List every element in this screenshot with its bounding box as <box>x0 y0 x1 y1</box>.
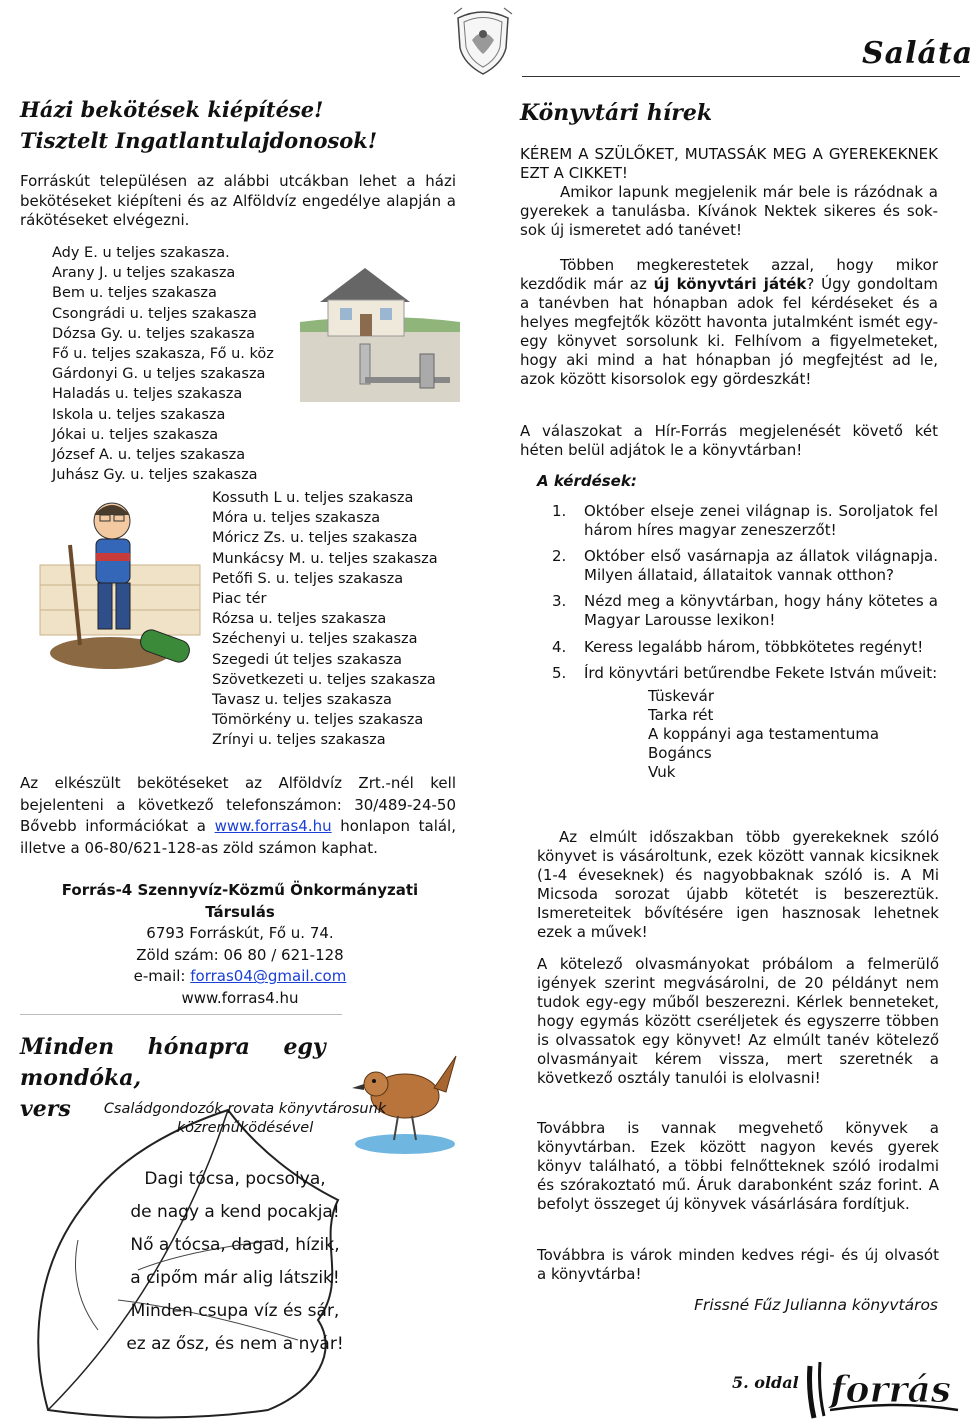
question-item <box>548 592 938 629</box>
website: www.forras4.hu <box>181 988 299 1007</box>
street-item: Haladás u. teljes szakasza <box>52 386 243 403</box>
street-item: József A. u. teljes szakasza <box>52 447 246 464</box>
contact-block <box>40 880 440 1010</box>
rhyme-line: ez az ősz, és nem a nyár! <box>126 1334 344 1354</box>
street-item: Iskola u. teljes szakasza <box>52 406 226 423</box>
header-rule <box>522 76 960 77</box>
street-item: Arany J. u teljes szakasza <box>52 265 236 282</box>
street-item: Petőfi S. u. teljes szakasza <box>212 570 404 587</box>
notice-text: Bővebb információkat a <box>20 817 215 835</box>
game-name: új könyvtári játék <box>653 275 807 293</box>
organization-name: Társulás <box>205 902 275 921</box>
street-item: Szegedi út teljes szakasza <box>212 651 403 668</box>
library-paragraph: Továbbra is vannak megvehető könyvek a könyvtárban. Ezek között nagyon kevés gyerek könyv található, a többi felnőtteknek szóló irodalmi és szórakoztató mű. Áruk darabonként száz forint. A befolyt összeget új könyvek vásárlására fordítjuk. <box>537 1119 939 1213</box>
logo-text: forrás <box>830 1369 952 1411</box>
question-number: 4. <box>552 637 567 656</box>
street-item: Tömörkény u. teljes szakasza <box>212 712 424 729</box>
street-item: Széchenyi u. teljes szakasza <box>212 631 418 648</box>
section-title: Saláta <box>862 36 973 71</box>
paragraph-text: Többen megkerestetek azzal, hogy mikor kezdődik már az <box>520 256 938 293</box>
email-line <box>40 966 440 988</box>
librarian-signature: Frissné Fűz Julianna könyvtáros <box>694 1296 938 1314</box>
street-item: Móricz Zs. u. teljes szakasza <box>212 530 418 547</box>
question-number: 1. <box>552 502 567 520</box>
rhyme-title-line: vers <box>20 1096 71 1122</box>
library-paragraph: Az elmúlt időszakban több gyerekeknek szóló könyvet is vásároltunk, ezek között vannak kicsiknek (1-4 éveseknek) és nagyobbaknak szóló is. A Mi Micsoda sorozat újabb kötetét is beszereztük. Ismereteitek bővítésére igen hasznosak lehetnek ezek a művek! <box>537 828 939 941</box>
library-paragraph: Továbbra is várok minden kedves régi- és új olvasót a könyvtárba! <box>537 1246 939 1283</box>
divider <box>20 1014 342 1015</box>
book-list <box>648 687 938 782</box>
street-item: Juhász Gy. u. teljes szakasza <box>52 467 258 484</box>
book-title: Tüskevár <box>648 686 715 705</box>
question-number: 3. <box>552 592 567 611</box>
paragraph-text: ? Úgy gondoltam a tanévben hat hónapban adok fel kérdéseket és a helyes megfejtők között havonta jutalmként ismét egy-egy könyvet sorsolunk ki. Felhívom a figyelmeteket, hogy aki mind a hat hónapban jó megfejtést ad le, azok között kisorsolok egy gördeszkát! <box>520 275 938 388</box>
street-item: Piac tér <box>212 591 267 608</box>
question-text: Írd könyvtári betűrendbe Fekete István műveit: <box>584 664 938 683</box>
parents-notice: KÉREM A SZÜLŐKET, MUTASSÁK MEG A GYEREKEKNEK EZT A CIKKET! <box>520 145 938 182</box>
question-item <box>548 664 938 782</box>
boy-digging-illustration <box>40 485 200 685</box>
rhyme-line: Minden csupa víz és sár, <box>130 1301 340 1321</box>
notice-text: honlapon talál, illetve a 06-80/621-128-as zöld számon kaphat. <box>20 817 456 857</box>
street-item: Móra u. teljes szakasza <box>212 510 381 527</box>
rhyme-line: Nő a tócsa, dagad, hízik, <box>130 1235 340 1255</box>
rhyme-text <box>110 1163 360 1361</box>
article-intro: Forráskút településen az alábbi utcákban lehet a házi bekötéseket kiépíteni és az Alföldvíz engedélye alapján a rákötéseket elvégezni. <box>20 172 456 229</box>
page-number: 5. oldal <box>732 1373 799 1392</box>
book-title: A koppányi aga testamentuma <box>648 724 880 743</box>
email-label: e-mail: <box>133 967 191 986</box>
library-paragraph <box>520 145 938 240</box>
library-paragraph: A válaszokat a Hír-Forrás megjelenését követő két héten belül adjátok le a könyvtárban! <box>520 422 938 459</box>
rhyme-title-line: Minden hónapra egy mondóka, <box>20 1034 326 1091</box>
street-item: Tavasz u. teljes szakasza <box>212 692 392 709</box>
rhyme-subtitle: Családgondozók rovata könyvtárosunk közreműködésével <box>103 1101 387 1136</box>
question-number: 5. <box>552 664 567 683</box>
street-item: Zrínyi u. teljes szakasza <box>212 732 386 749</box>
headline-line: Házi bekötések kiépítése! <box>20 97 324 122</box>
article-headline <box>20 94 460 156</box>
question-number: 2. <box>552 547 567 566</box>
question-list <box>548 502 938 790</box>
street-item: Gárdonyi G. u teljes szakasza <box>52 366 266 383</box>
book-title: Vuk <box>648 762 676 781</box>
street-list <box>52 243 312 485</box>
street-item: Jókai u. teljes szakasza <box>52 426 219 443</box>
street-item: Szövetkezeti u. teljes szakasza <box>212 671 436 688</box>
coat-of-arms-icon <box>452 4 514 76</box>
forras-logo <box>806 1356 960 1420</box>
registration-notice <box>20 773 456 859</box>
library-game-paragraph <box>520 256 938 389</box>
street-list <box>212 488 472 751</box>
rhyme-line: de nagy a kend pocakja! <box>130 1202 340 1222</box>
notice-text: Az elkészült bekötéseket az Alföldvíz Zrt.-nél kell bejelenteni a következő telefonszámon: 30/489-24-50 <box>20 774 456 814</box>
question-text: Nézd meg a könyvtárban, hogy hány kötetes a Magyar Larousse lexikon! <box>584 592 938 629</box>
website-link[interactable]: www.forras4.hu <box>214 817 332 835</box>
library-paragraph: A kötelező olvasmányokat próbálom a felmerülő igények szerint megvásárolni, de 20 példányt nem tudok egy-egy műből beszerezni. Kérlek benneteket, hogy egymás között cseréljetek és egyszerre többen is olvassatok egy könyvet! Az elmúlt tanév kötelező olvasmányait kérem vissza, mert szeretnék a következő osztály tanulói is elolvasni! <box>537 955 939 1087</box>
rhyme-line: Dagi tócsa, pocsolya, <box>144 1169 326 1189</box>
street-item: Rózsa u. teljes szakasza <box>212 611 387 628</box>
email-link[interactable]: forras04@gmail.com <box>190 967 347 986</box>
library-news-title: Könyvtári hírek <box>520 100 713 126</box>
organization-name: Forrás-4 Szennyvíz-Közmű Önkormányzati <box>61 881 419 899</box>
street-item: Munkácsy M. u. teljes szakasza <box>212 550 438 567</box>
rhyme-line: a cipőm már alig látszik! <box>130 1268 340 1288</box>
green-number: Zöld szám: 06 80 / 621-128 <box>136 945 344 964</box>
street-item: Bem u. teljes szakasza <box>52 285 217 302</box>
paragraph-text: Amikor lapunk megjelenik már bele is rázódnak a gyerekek a tanulásba. Kívánok Nektek sikeres és sok-sok új ismeretet adó tanévet! <box>520 183 938 239</box>
house-sewer-illustration <box>300 262 460 402</box>
question-text: Október elseje zenei világnap is. Soroljatok fel három híres magyar zeneszerzőt! <box>584 502 938 539</box>
street-item: Dózsa Gy. u. teljes szakasza <box>52 325 255 342</box>
question-text: Keress legalább három, többkötetes regényt! <box>584 637 924 656</box>
question-item <box>548 547 938 584</box>
street-item: Csongrádi u. teljes szakasza <box>52 305 257 322</box>
questions-heading: A kérdések: <box>537 472 637 490</box>
street-item: Ady E. u teljes szakasza. <box>52 245 230 261</box>
book-title: Tarka rét <box>648 705 714 724</box>
book-title: Bogáncs <box>648 743 712 762</box>
address: 6793 Forráskút, Fő u. 74. <box>146 924 334 943</box>
question-item <box>548 638 938 657</box>
question-text: Október első vasárnapja az állatok világnapja. Milyen állataid, állataitok vannak otthon? <box>584 547 938 584</box>
headline-line: Tisztelt Ingatlantulajdonosok! <box>20 128 378 153</box>
question-item <box>548 502 938 539</box>
street-item: Kossuth L u. teljes szakasza <box>212 490 414 506</box>
street-item: Fő u. teljes szakasza, Fő u. köz <box>52 346 274 363</box>
